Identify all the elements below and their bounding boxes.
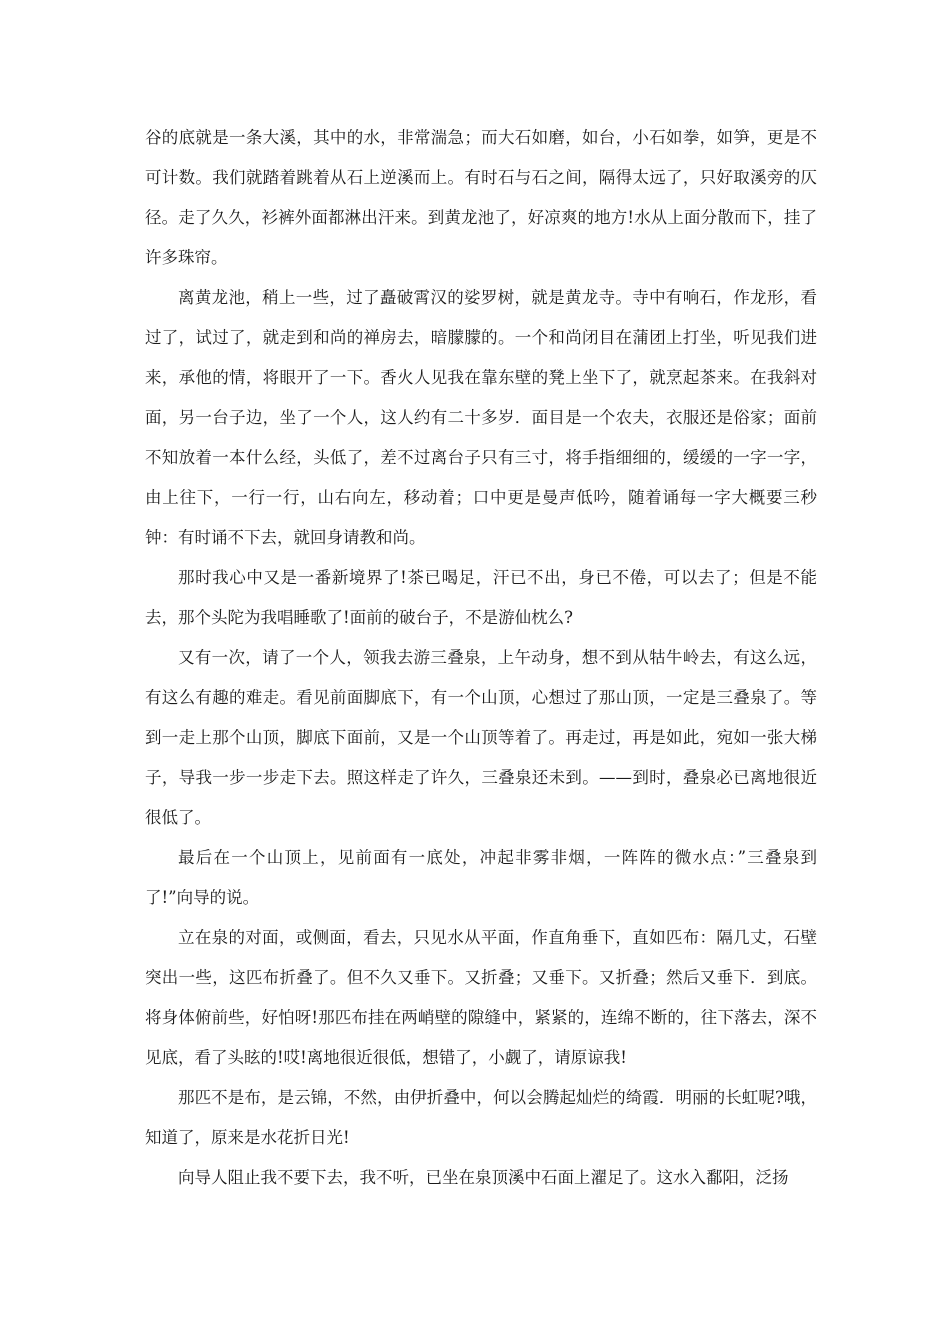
paragraph-3: 那时我心中又是一番新境界了!茶已喝足，汗已不出，身已不倦，可以去了；但是不能去，那个头陀为我唱睡歌了!面前的破台子，不是游仙枕么? xyxy=(145,568,817,627)
paragraph-8: 向导人阻止我不要下去，我不听，已坐在泉顶溪中石面上濯足了。这水入鄱阳，泛扬 xyxy=(178,1168,789,1187)
paragraph-2: 离黄龙池，稍上一些，过了矗破霄汉的娑罗树，就是黄龙寺。寺中有响石，作龙形，看过了，试过了，就走到和尚的禅房去，暗朦朦的。一个和尚闭目在蒲团上打坐，听见我们进来，承他的情，将眼开了一下。香火人见我在靠东壁的凳上坐下了，就烹起茶来。在我斜对面，另一台子边，坐了一个人，这人约有二十多岁．面目是一个农夫，衣服还是俗家；面前不知放着一本什么经，头低了，差不过离台子只有三寸，将手指细细的，缓缓的一字一字，由上往下，一行一行，山右向左，移动着；口中更是曼声低吟，随着诵每一字大概要三秒钟：有时诵不下去，就回身请教和尚。 xyxy=(145,288,817,547)
paragraph-5: 最后在一个山顶上，见前面有一底处，冲起非雾非烟，一阵阵的微水点：”三叠泉到了!”向导的说。 xyxy=(145,848,817,907)
document-body xyxy=(145,118,817,1198)
paragraph-6: 立在泉的对面，或侧面，看去，只见水从平面，作直角垂下，直如匹布：隔几丈，石壁突出一些，这匹布折叠了。但不久又垂下。又折叠；又垂下。又折叠；然后又垂下．到底。将身体俯前些，好怕呀!那匹布挂在两峭壁的隙缝中，紧紧的，连绵不断的，往下落去，深不见底，看了头眩的!哎!离地很近很低，想错了，小觑了，请原谅我! xyxy=(145,928,817,1067)
paragraph-4: 又有一次，请了一个人，领我去游三叠泉，上午动身，想不到从牯牛岭去，有这么远，有这么有趣的难走。看见前面脚底下，有一个山顶，心想过了那山顶，一定是三叠泉了。等到一走上那个山顶，脚底下面前，又是一个山顶等着了。再走过，再是如此，宛如一张大梯子，导我一步一步走下去。照这样走了许久，三叠泉还未到。——到时，叠泉必已离地很近很低了。 xyxy=(145,648,817,827)
paragraph-7: 那匹不是布，是云锦，不然，由伊折叠中，何以会腾起灿烂的绮霞．明丽的长虹呢?哦，知道了，原来是水花折日光! xyxy=(145,1088,817,1147)
paragraph-1: 谷的底就是一条大溪，其中的水，非常湍急；而大石如磨，如台，小石如拳，如笋，更是不可计数。我们就踏着跳着从石上逆溪而上。有时石与石之间，隔得太远了，只好取溪旁的仄径。走了久久，衫裤外面都淋出汗来。到黄龙池了，好凉爽的地方!水从上面分散而下，挂了许多珠帘。 xyxy=(145,128,817,267)
